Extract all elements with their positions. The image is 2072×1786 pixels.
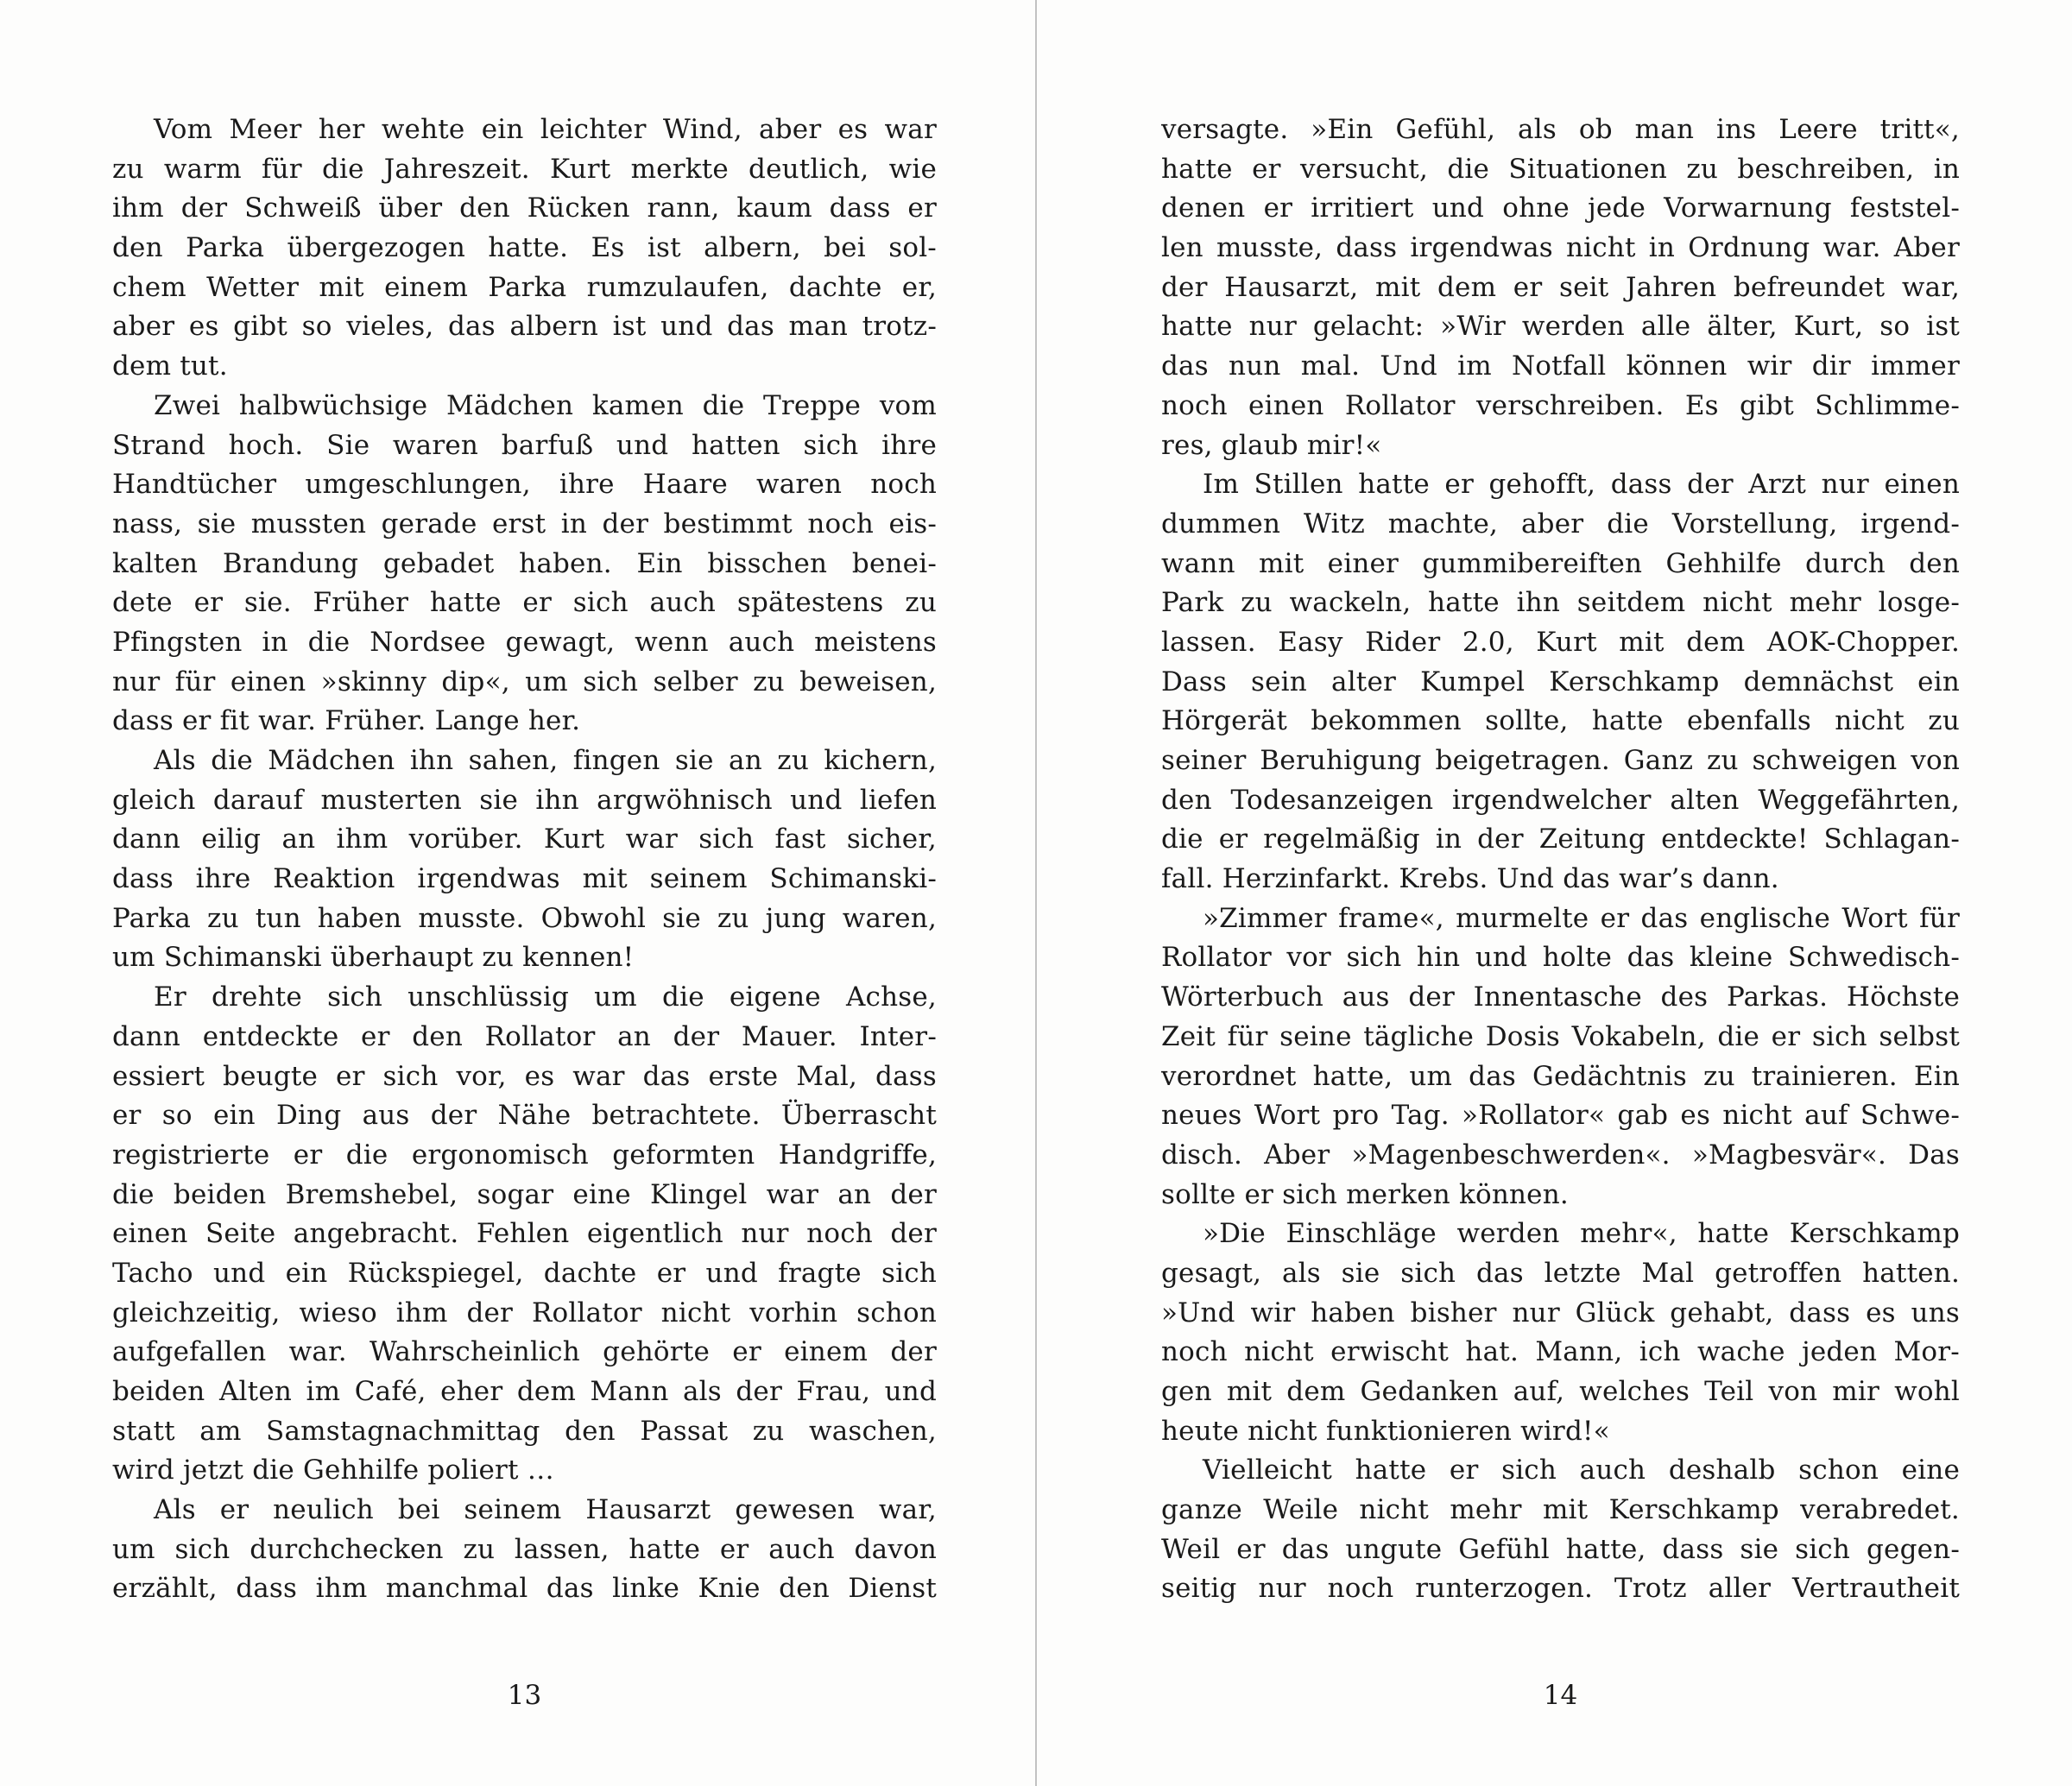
text-line: Vom Meer her wehte ein leichter Wind, aber es war xyxy=(154,114,937,145)
text-line: Park zu wackeln, hatte ihn seitdem nicht mehr losge- xyxy=(1161,587,1960,619)
text-line: dummen Witz machte, aber die Vorstellung, irgend- xyxy=(1161,508,1960,540)
page-14-text xyxy=(1161,110,1960,1609)
text-line: dann entdeckte er den Rollator an der Mauer. Inter- xyxy=(112,1020,937,1052)
text-line: das nun mal. Und im Notfall können wir dir immer xyxy=(1161,350,1960,382)
text-line: gen mit dem Gedanken auf, welches Teil von mir wohl xyxy=(1161,1376,1960,1407)
text-line: Als die Mädchen ihn sahen, fingen sie an zu kichern, xyxy=(154,745,937,776)
text-line: einen Seite angebracht. Fehlen eigentlich nur noch der xyxy=(112,1218,937,1250)
text-line: ganze Weile nicht mehr mit Kerschkamp verabredet. xyxy=(1161,1494,1960,1526)
text-line: aufgefallen war. Wahrscheinlich gehörte er einem der xyxy=(112,1336,937,1368)
text-line: dem tut. xyxy=(112,350,228,382)
page-number-left: 13 xyxy=(507,1680,542,1711)
text-line: statt am Samstagnachmittag den Passat zu waschen, xyxy=(112,1415,937,1447)
text-line: res, glaub mir!« xyxy=(1161,429,1382,461)
text-line: seitig nur noch runterzogen. Trotz aller Vertrautheit xyxy=(1161,1573,1960,1605)
page-13-text xyxy=(112,110,937,1609)
text-line: Wörterbuch aus der Innentasche des Parkas. Höchste xyxy=(1161,981,1960,1013)
text-line: heute nicht funktionieren wird!« xyxy=(1161,1415,1610,1447)
text-line: »Und wir haben bisher nur Glück gehabt, dass es uns xyxy=(1161,1297,1960,1328)
text-line: lassen. Easy Rider 2.0, Kurt mit dem AOK-Chopper. xyxy=(1161,626,1960,658)
text-line: den Parka übergezogen hatte. Es ist albern, bei sol- xyxy=(112,232,937,264)
text-line: neues Wort pro Tag. »Rollator« gab es nicht auf Schwe- xyxy=(1161,1100,1960,1132)
text-line: Hörgerät bekommen sollte, hatte ebenfalls nicht zu xyxy=(1161,705,1960,737)
text-line: versagte. »Ein Gefühl, als ob man ins Leere tritt«, xyxy=(1161,114,1960,145)
text-line: nur für einen »skinny dip«, um sich selber zu beweisen, xyxy=(112,666,937,697)
text-line: Als er neulich bei seinem Hausarzt gewesen war, xyxy=(154,1494,937,1526)
text-line: gesagt, als sie sich das letzte Mal getroffen hatten. xyxy=(1161,1257,1960,1289)
text-line: essiert beugte er sich vor, es war das erste Mal, dass xyxy=(112,1060,937,1092)
text-line: dass ihre Reaktion irgendwas mit seinem Schimanski- xyxy=(112,863,937,895)
text-line: um sich durchchecken zu lassen, hatte er auch davon xyxy=(112,1533,937,1565)
text-line: noch einen Rollator verschreiben. Es gibt Schlimme- xyxy=(1161,389,1960,421)
text-line: wird jetzt die Gehhilfe poliert … xyxy=(112,1455,554,1486)
text-line: gleichzeitig, wieso ihm der Rollator nicht vorhin schon xyxy=(112,1297,937,1328)
text-line: verordnet hatte, um das Gedächtnis zu trainieren. Ein xyxy=(1161,1060,1960,1092)
text-line: der Hausarzt, mit dem er seit Jahren befreundet war, xyxy=(1161,271,1960,303)
text-line: fall. Herzinfarkt. Krebs. Und das war’s dann. xyxy=(1161,863,1779,895)
text-line: gleich darauf musterten sie ihn argwöhnisch und liefen xyxy=(112,784,937,816)
text-line: ihm der Schweiß über den Rücken rann, kaum dass er xyxy=(112,192,937,224)
text-line: Zeit für seine tägliche Dosis Vokabeln, die er sich selbst xyxy=(1161,1020,1960,1052)
text-line: zu warm für die Jahreszeit. Kurt merkte deutlich, wie xyxy=(112,153,937,185)
text-line: dass er fit war. Früher. Lange her. xyxy=(112,705,581,737)
text-line: sollte er sich merken können. xyxy=(1161,1178,1569,1210)
text-line: Pfingsten in die Nordsee gewagt, wenn auch meistens xyxy=(112,626,937,658)
text-line: erzählt, dass ihm manchmal das linke Knie den Dienst xyxy=(112,1573,937,1605)
text-line: aber es gibt so vieles, das albern ist und das man trotz- xyxy=(112,311,937,343)
text-line: Dass sein alter Kumpel Kerschkamp demnächst ein xyxy=(1161,666,1960,697)
text-line: noch nicht erwischt hat. Mann, ich wache jeden Mor- xyxy=(1161,1336,1960,1368)
text-line: registrierte er die ergonomisch geformten Handgriffe, xyxy=(112,1139,937,1171)
text-line: Rollator vor sich hin und holte das kleine Schwedisch- xyxy=(1161,942,1960,974)
text-line: die er regelmäßig in der Zeitung entdeckte! Schlagan- xyxy=(1161,824,1960,855)
text-line: beiden Alten im Café, eher dem Mann als der Frau, und xyxy=(112,1376,937,1407)
text-line: Er drehte sich unschlüssig um die eigene Achse, xyxy=(154,981,937,1013)
text-line: nass, sie mussten gerade erst in der bestimmt noch eis- xyxy=(112,508,937,540)
text-line: »Zimmer frame«, murmelte er das englische Wort für xyxy=(1203,902,1960,934)
page-gutter-divider xyxy=(1035,0,1037,1786)
text-line: Im Stillen hatte er gehofft, dass der Arzt nur einen xyxy=(1203,469,1960,501)
text-line: dann eilig an ihm vorüber. Kurt war sich fast sicher, xyxy=(112,824,937,855)
text-line: den Todesanzeigen irgendwelcher alten Weggefährten, xyxy=(1161,784,1960,816)
text-line: denen er irritiert und ohne jede Vorwarnung feststel- xyxy=(1161,192,1960,224)
text-line: die beiden Bremshebel, sogar eine Klingel war an der xyxy=(112,1178,937,1210)
page-number-right: 14 xyxy=(1543,1680,1578,1711)
text-line: Parka zu tun haben musste. Obwohl sie zu jung waren, xyxy=(112,902,937,934)
text-line: Weil er das ungute Gefühl hatte, dass sie sich gegen- xyxy=(1161,1533,1960,1565)
text-line: wann mit einer gummibereiften Gehhilfe durch den xyxy=(1161,547,1960,579)
text-line: seiner Beruhigung beigetragen. Ganz zu schweigen von xyxy=(1161,745,1960,776)
text-line: len musste, dass irgendwas nicht in Ordnung war. Aber xyxy=(1161,232,1960,264)
text-line: disch. Aber »Magenbeschwerden«. »Magbesvär«. Das xyxy=(1161,1139,1960,1171)
text-line: Tacho und ein Rückspiegel, dachte er und fragte sich xyxy=(112,1257,937,1289)
text-line: chem Wetter mit einem Parka rumzulaufen, dachte er, xyxy=(112,271,937,303)
text-line: Handtücher umgeschlungen, ihre Haare waren noch xyxy=(112,469,937,501)
text-line: er so ein Ding aus der Nähe betrachtete. Überrascht xyxy=(112,1100,937,1132)
text-line: Vielleicht hatte er sich auch deshalb schon eine xyxy=(1203,1455,1960,1486)
text-line: hatte nur gelacht: »Wir werden alle älter, Kurt, so ist xyxy=(1161,311,1960,343)
text-line: Zwei halbwüchsige Mädchen kamen die Treppe vom xyxy=(154,389,937,421)
text-line: dete er sie. Früher hatte er sich auch spätestens zu xyxy=(112,587,937,619)
page-14 xyxy=(1161,0,1960,1786)
text-line: hatte er versucht, die Situationen zu beschreiben, in xyxy=(1161,153,1960,185)
text-line: kalten Brandung gebadet haben. Ein bisschen benei- xyxy=(112,547,937,579)
text-line: Strand hoch. Sie waren barfuß und hatten sich ihre xyxy=(112,429,937,461)
text-line: um Schimanski überhaupt zu kennen! xyxy=(112,942,635,974)
page-13 xyxy=(112,0,937,1786)
text-line: »Die Einschläge werden mehr«, hatte Kerschkamp xyxy=(1203,1218,1960,1250)
